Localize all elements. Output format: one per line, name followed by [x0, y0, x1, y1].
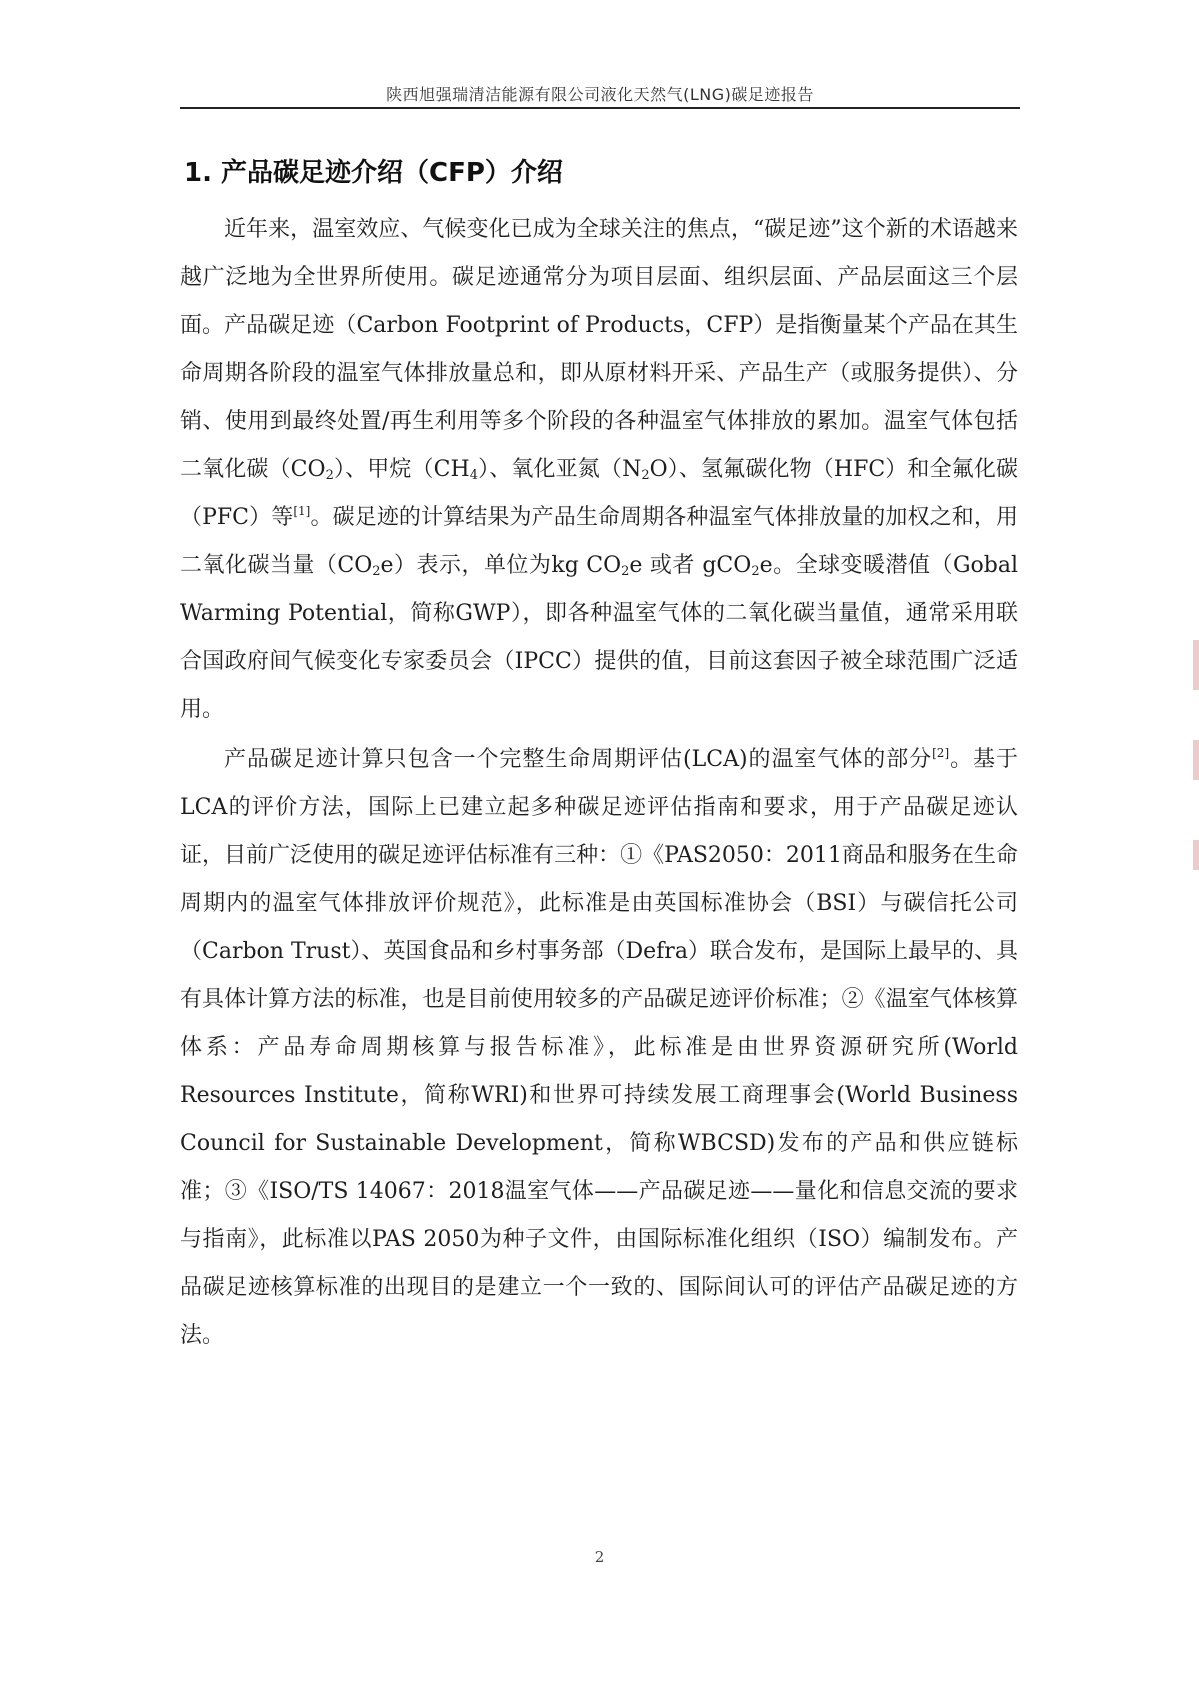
- text-run: ）、氧化亚氮（N: [477, 457, 642, 482]
- text-run: e 或者 gCO: [629, 553, 752, 578]
- subscript: 2: [621, 564, 630, 579]
- page-header: 陕西旭强瑞清洁能源有限公司液化天然气(LNG)碳足迹报告: [386, 85, 814, 104]
- reference-marker: [1]: [293, 504, 311, 518]
- page-number: 2: [594, 1548, 605, 1566]
- reference-marker: [2]: [932, 746, 950, 760]
- body-text: [180, 206, 1018, 1360]
- scan-artifact: [1193, 740, 1199, 780]
- subscript: 2: [641, 468, 650, 483]
- text-run: ）、甲烷（CH: [333, 457, 470, 482]
- header-divider: [180, 107, 1020, 109]
- subscript: 4: [469, 468, 478, 483]
- text-run: O）、氢氟碳化物（HFC）和全氟化碳（PFC）等: [180, 457, 1018, 530]
- text-run: e）表示，单位为kg CO: [380, 553, 622, 578]
- scan-artifact: [1193, 840, 1199, 870]
- text-run: e。全球变暖潜值（Gobal Warming Potential，简称GWP），即各种温室气体的二氧化碳当量值，通常采用联合国政府间气候变化专家委员会（IPCC）提供的值，目前这套因子被全球范围广泛适用。: [180, 553, 1018, 722]
- text-run: 近年来，温室效应、气候变化已成为全球关注的焦点，“碳足迹”这个新的术语越来越广泛地为全世界所使用。碳足迹通常分为项目层面、组织层面、产品层面这三个层面。产品碳足迹（Carbon Footprint of Products，CFP）是指衡量某个产品在其生命周期各阶段的温室气体排放量总和，即从原材料开采、产品生产（或服务提供）、分销、使用到最终处置/再生利用等多个阶段的各种温室气体排放的累加。温室气体包括二氧化碳（CO: [180, 217, 1018, 482]
- paragraph-cfp-standards: [180, 736, 1018, 1360]
- subscript: 2: [325, 468, 334, 483]
- paragraph-cfp-intro: [180, 206, 1018, 734]
- subscript: 2: [751, 564, 760, 579]
- subscript: 2: [372, 564, 381, 579]
- text-run: 。碳足迹的计算结果为产品生命周期各种温室气体排放量的加权之和，用二氧化碳当量（CO: [180, 505, 1018, 578]
- section-title: 1. 产品碳足迹介绍（CFP）介绍: [184, 158, 563, 188]
- text-run: 。基于LCA的评价方法，国际上已建立起多种碳足迹评估指南和要求，用于产品碳足迹认证，目前广泛使用的碳足迹评估标准有三种：①《PAS2050：2011商品和服务在生命周期内的温室气体排放评价规范》，此标准是由英国标准协会（BSI）与碳信托公司（Carbon Trust）、英国食品和乡村事务部（Defra）联合发布，是国际上最早的、具有具体计算方法的标准，也是目前使用较多的产品碳足迹评价标准；②《温室气体核算体系：产品寿命周期核算与报告标准》，此标准是由世界资源研究所(World Resources Institute，简称WRI)和世界可持续发展工商理事会(World Business Council for Sustainable Development，简称WBCSD)发布的产品和供应链标准；③《ISO/TS 14067：2018温室气体——产品碳足迹——量化和信息交流的要求与指南》，此标准以PAS 2050为种子文件，由国际标准化组织（ISO）编制发布。产品碳足迹核算标准的出现目的是建立一个一致的、国际间认可的评估产品碳足迹的方法。: [180, 747, 1018, 1348]
- scan-artifact: [1193, 640, 1199, 690]
- text-run: 产品碳足迹计算只包含一个完整生命周期评估(LCA)的温室气体的部分: [224, 747, 933, 772]
